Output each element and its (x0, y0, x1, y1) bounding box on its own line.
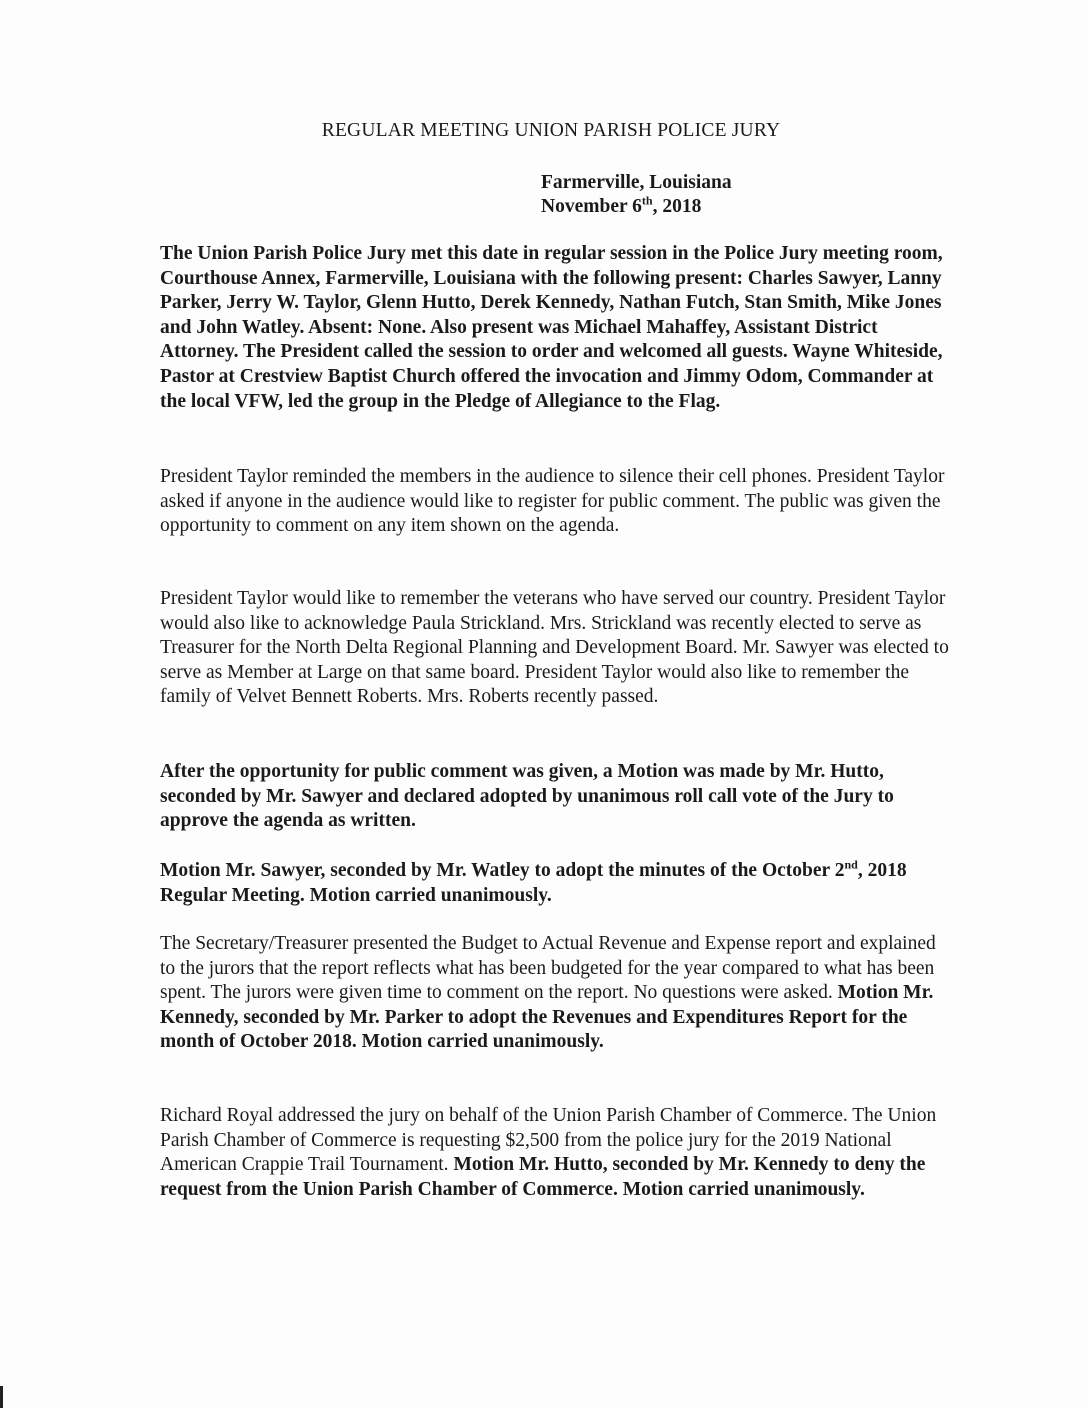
paragraph-attendance: The Union Parish Police Jury met this date in regular session in the Police Jury meeting room, Courthouse Annex, Farmerville, Louisiana with the following present: Charles Sawyer, Lanny Parker, Jerry W. Taylor, Glenn Hutto, Derek Kennedy, Nathan Futch, Stan Smith, Mike Jones and John Watley. Absent: None. Also present was Michael Mahaffey, Assistant District Attorney. The President called the session to order and welcomed all guests. Wayne Whiteside, Pastor at Crestview Baptist Church offered the invocation and Jimmy Odom, Commander at the local VFW, led the group in the Pledge of Allegiance to the Flag. (160, 243, 943, 412)
meeting-date: November 6th, 2018 (541, 193, 702, 217)
scan-edge-mark (0, 1386, 3, 1408)
paragraph-chamber-request: Richard Royal addressed the jury on behalf of the Union Parish Chamber of Commerce. The Union Parish Chamber of Commerce is requesting $2,500 from the police jury for the 2019 National American Crappie Trail Tournament. Motion Mr. Hutto, seconded by Mr. Kennedy to deny the request from the Union Parish Chamber of Commerce. Motion carried unanimously. (160, 1105, 937, 1200)
paragraph-budget-report: The Secretary/Treasurer presented the Budget to Actual Revenue and Expense report and explained to the jurors that the report reflects what has been budgeted for the year compared to what has been spent. The jurors were given time to comment on the report. No questions were asked. Motion Mr. Kennedy, seconded by Mr. Parker to adopt the Revenues and Expenditures Report for the month of October 2018. Motion carried unanimously. (160, 933, 936, 1053)
document-title: REGULAR MEETING UNION PARISH POLICE JURY (321, 120, 781, 141)
paragraph-minutes-motion: Motion Mr. Sawyer, seconded by Mr. Watley to adopt the minutes of the October 2nd, 2018 Regular Meeting. Motion carried unanimously. (160, 857, 907, 906)
paragraph-agenda-motion: After the opportunity for public comment was given, a Motion was made by Mr. Hutto, seconded by Mr. Sawyer and declared adopted by unanimous roll call vote of the Jury to approve the agenda as written. (160, 761, 894, 832)
meeting-location-date (541, 171, 732, 219)
paragraph-public-comment: President Taylor reminded the members in the audience to silence their cell phones. President Taylor asked if anyone in the audience would like to register for public comment. The public was given the opportunity to comment on any item shown on the agenda. (160, 466, 945, 537)
paragraph-acknowledgements: President Taylor would like to remember the veterans who have served our country. President Taylor would also like to acknowledge Paula Strickland. Mrs. Strickland was recently elected to serve as Treasurer for the North Delta Regional Planning and Development Board. Mr. Sawyer was elected to serve as Member at Large on that same board. President Taylor would also like to remember the family of Velvet Bennett Roberts. Mrs. Roberts recently passed. (160, 588, 949, 708)
meeting-location: Farmerville, Louisiana (541, 172, 732, 193)
